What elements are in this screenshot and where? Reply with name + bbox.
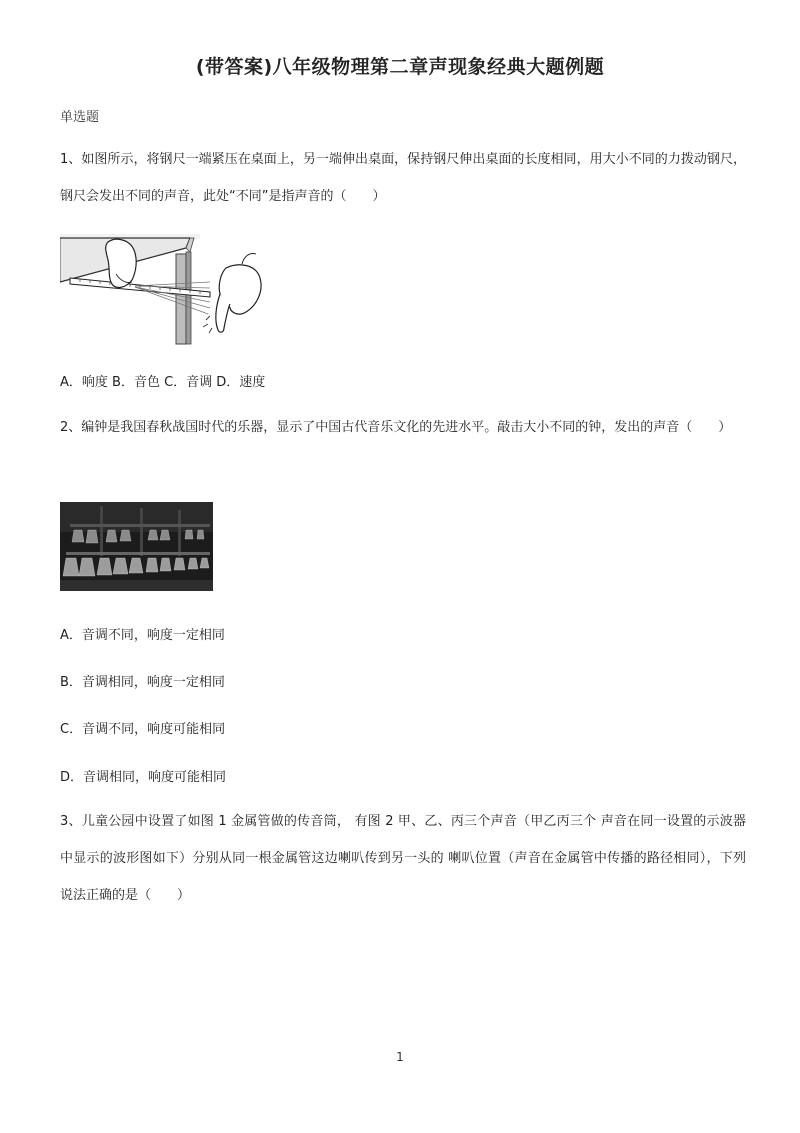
question-3-text: 儿童公园中设置了如图 1 金属管做的传音筒， 有图 2 甲、乙、丙三个声音（甲乙丙三个 声音在同一设置的示波器中显示的波形图如下）分别从同一根金属管这边喇叭传到另一头的 喇叭位置（声音在金属管中传播的路径相同），下列说法正确的是（ ） [60,814,746,903]
question-1-text: 如图所示，将钢尺一端紧压在桌面上，另一端伸出桌面，保持钢尺伸出桌面的长度相同，用大小不同的力拨动钢尺，钢尺会发出不同的声音，此处“不同”是指声音的（ ） [60,152,746,204]
chime-bells-photo [60,502,213,591]
question-3 [60,803,746,914]
document-title: (带答案)八年级物理第二章声现象经典大题例题 [195,56,605,78]
question-2-option-c: C．音调不同，响度可能相同 [60,722,226,737]
ruler-table-figure [60,234,272,346]
question-2-option-d: D．音调相同，响度可能相同 [60,770,227,785]
question-2-option-b: B．音调相同，响度一定相同 [60,675,225,690]
question-2 [60,409,746,446]
page-number: 1 [396,1050,404,1064]
question-3-number: 3、 [60,814,82,829]
question-2-option-a: A．音调不同，响度一定相同 [60,628,225,643]
question-1 [60,141,746,215]
section-heading: 单选题 [60,110,100,125]
question-1-number: 1、 [60,152,82,167]
question-1-options: A．响度 B．音色 C．音调 D．速度 [60,375,266,390]
question-2-number: 2、 [60,420,82,435]
question-2-text: 编钟是我国春秋战国时代的乐器，显示了中国古代音乐文化的先进水平。敲击大小不同的钟，发出的声音（ ） [81,420,732,435]
